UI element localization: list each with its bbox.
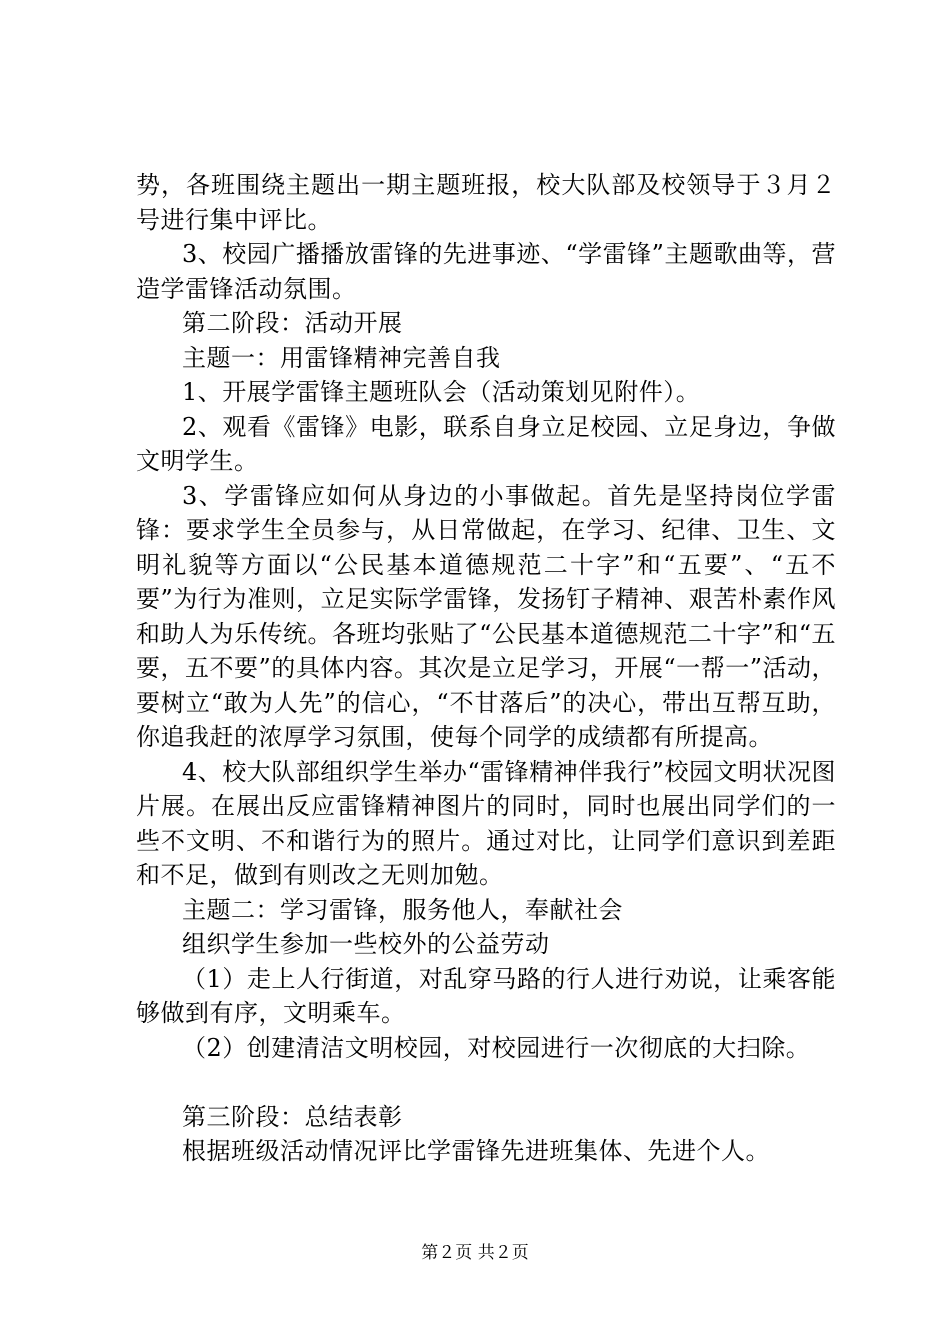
- document-body: [136, 168, 836, 1169]
- paragraph: （2）创建清洁文明校园，对校园进行一次彻底的大扫除。: [182, 1033, 811, 1062]
- section-heading: 第三阶段：总结表彰: [182, 1102, 403, 1131]
- paragraph: 1、开展学雷锋主题班队会（活动策划见附件）。: [182, 378, 701, 406]
- page-footer: 第２页 共２页: [421, 1243, 529, 1263]
- theme-heading: 主题一：用雷锋精神完善自我: [182, 343, 501, 372]
- paragraph: 组织学生参加一些校外的公益劳动: [182, 930, 550, 958]
- paragraph: 势，各班围绕主题出一期主题班报，校大队部及校领导于３月２号进行集中评比。: [136, 171, 836, 234]
- section-heading: 第二阶段：活动开展: [182, 309, 403, 337]
- paragraph: 3、学雷锋应如何从身边的小事做起。首先是坚持岗位学雷锋：要求学生全员参与，从日常做起，在学习、纪律、卫生、文明礼貌等方面以“公民基本道德规范二十字”和“五要”、“五不要”为行为准则，立足实际学雷锋，发扬钉子精神、艰苦朴素作风和助人为乐传统。各班均张贴了“公民基本道德规范二十字”和“五要，五不要”的具体内容。其次是立足学习，开展“一帮一”活动，要树立“敢为人先”的信心，“不甘落后”的决心，带出互帮互助，你追我赶的浓厚学习氛围，使每个同学的成绩都有所提高。: [136, 481, 836, 751]
- paragraph: 根据班级活动情况评比学雷锋先进班集体、先进个人。: [182, 1137, 770, 1165]
- paragraph: （1）走上人行街道，对乱穿马路的行人进行劝说，让乘客能够做到有序，文明乘车。: [136, 964, 836, 1027]
- paragraph: 2、观看《雷锋》电影，联系自身立足校园、立足身边，争做文明学生。: [136, 412, 836, 475]
- blank-line: [136, 1065, 836, 1100]
- paragraph: 4、校大队部组织学生举办“雷锋精神伴我行”校园文明状况图片展。在展出反应雷锋精神图片的同时，同时也展出同学们的一些不文明、不和谐行为的照片。通过对比，让同学们意识到差距和不足，做到有则改之无则加勉。: [136, 757, 836, 889]
- theme-heading: 主题二：学习雷锋，服务他人，奉献社会: [182, 895, 623, 924]
- paragraph: 3、校园广播播放雷锋的先进事迹、“学雷锋”主题歌曲等，营造学雷锋活动氛围。: [136, 240, 836, 303]
